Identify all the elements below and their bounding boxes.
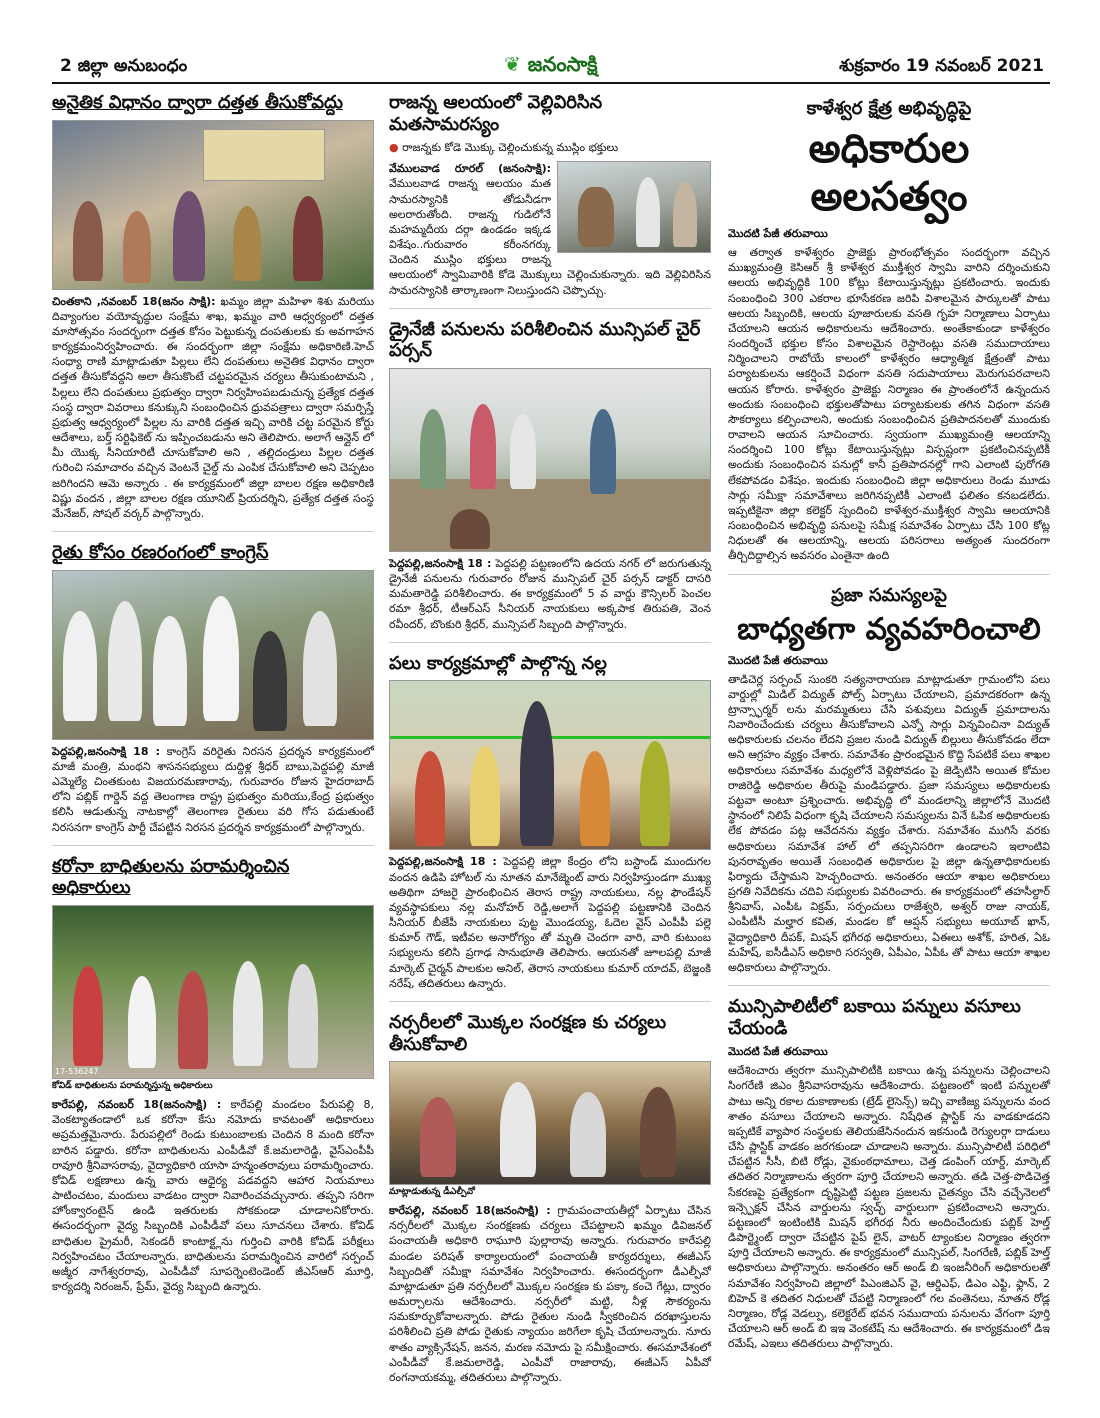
kicker: ప్రజా సమస్యలపై (831, 584, 947, 606)
dateline: పెద్దపల్లి,జనంసాక్షి 18 : (389, 855, 497, 869)
article-temple-harmony (389, 92, 711, 298)
headline: పలు కార్యక్రమాల్లో పాల్గొన్న నల్ల (389, 652, 607, 674)
photo-drainage-works (389, 368, 711, 552)
sub-headline: ● రాజన్నకు కోడె మొక్కు చెల్లించుకున్న ముస్లిం భక్తులు (389, 141, 619, 155)
column-2 (389, 92, 711, 1385)
jump-label: మొదటి పేజీ తరువాయి (728, 227, 828, 240)
article-body: ఆదేశించారు త్వరగా మున్సిపాలిటీకి బకాయి ఉన్న పన్నులను చెల్లించాలని సింగరేణి జిఎం శ్రీనివాసరావును ఆదేశించారు. పట్టణంలో ఇంటి పన్నులతో పాటు అన్ని రకాల దుకాణాలకు (ట్రేడ్ లైసెన్స్) ఇచ్చి వాణిజ్య పన్నులను వంద శాతం వసూలు చేయాలని అన్నారు. నిషేధిత ప్లాస్టిక్ ను వాడకూడదని ఇప్పటికే వ్యాపార సంస్థలకు తెలియజేసినందున ఇకనుండి రెగ్యులర్గా దాడులు చేసి ప్లాస్టిక్ వాడకం జరగకుండా చూడాలని అన్నారు. మున్సిపాలిటీ పరిధిలో చేపట్టిన సీసీ, బిటి రోడ్లు, వైకుంఠధామాలు, చెత్త డంపింగ్ యార్డ్, మార్కెట్ తదితర నిర్మాణాలను త్వరగా పూర్తి చేయాలని అన్నారు. తడి చెత్త-పొడిచెత్త సేకరణపై ప్రత్యేకంగా దృష్టిపెట్టి పట్టణ ప్రజలను చైతన్యం చేసి వచ్చేనెలలో ఇన్స్పెక్షన్ చేసిన వార్డులను స్వచ్ఛ్ వార్డులుగా ప్రకటించాలని అన్నారు. పట్టణంలో ఇంటింటికి మిషన్ భగీరథ నీరు అందించేందుకు పబ్లిక్ హెల్త్ డిపార్ట్మెంట్ ద్వారా చేపట్టిన పైప్ లైన్, వాటర్ ట్యాంకుల నిర్మాణం త్వరగా పూర్తి చేయాలని అన్నారు. ఈ కార్యక్రమంలో మున్సిపల్, సింగరేణి, పబ్లిక్ హెల్త్ అధికారులు పాల్గొన్నారు. అనంతరం ఆర్ అండ్ బి ఇంజనీరింగ్ అధికారులతో సమావేశం నిర్వహించి జిల్లాలో పిఎంజిఎస్ వై, ఆర్డిఎఫ్, డిఎం ఎఫ్టి, ఫ్లాన్, 2 బిహెచ్ కె తదితర నిధులతో చేపట్టి నిర్మాణంలో గల వంతెనలు, నూతన రోడ్ల నిర్మాణం, రోడ్ల వెడల్పు, కలెక్టరేట్ భవన సముదాయ పనులను వేగంగా పూర్తి చేయాలని ఆర్ అండ్ బి ఇఇ వెంకటేష్ ను ఆదేశించారు. ఈ కార్యక్రమంలో డిఇ రమేష్, ఎఇలు తదితరులు పాల్గొన్నారు. (728, 1064, 1050, 1351)
article-body: ఖమ్మం జిల్లా మహిళా శిశు మరియు దివ్యాంగుల వయోవృద్ధుల సంక్షేమ శాఖ, ఖమ్మం వారి ఆధ్వర్యంలో దత్తత మాసోత్సవం సందర్భంగా దత్తత కోసం పెట్టుకున్న దంపతులకు కు అవగాహన కార్యక్రమంనిర్వహించారు. ఈ సందర్భంగా జిల్లా సంక్షేమ అధికారిణి.హెచ్ సంధ్యా రాణి మాట్లాడుతూ పిల్లలు లేని దంపతులు అనైతిక విధానం ద్వారా దత్తత తీసుకోవద్దని అలా తీసుకొంటే చట్టపరమైన చర్యలు తీసుకుంటామని , పిల్లలు లేని దంపతులు ప్రభుత్వం ద్వారా నిర్వహింపబడుచున్న ప్రత్యేక దత్తత సంస్థ ద్వారా వివరాలు కనుక్కుని సంబంధించిన ధ్రువపత్రాలు ద్వారా సమర్పిస్తే ప్రభుత్వ ఆధ్వర్యంలో పిల్లల ను వారికి దత్తత ఇచ్చి వారికి చట్ట పరమైన కోర్టు ఆదేశాలు, బర్త్ సర్టిఫికెట్ ను ఇప్పించబడును అని తెలిపారు. అలాగే ఆన్లైన్ లో మీ యొక్క సీనియారిటీ చూసుకోవాలి అని , తల్లిదండ్రులు పిల్లల దత్తత గురించి సమాచారం వచ్చిన వెంటనే చైల్డ్ ను ఎంపిక చేసుకోవాలి అని చెప్పటం జరిగిందని ఆమె అన్నారు . ఈ కార్యక్రమంలో జిల్లా బాలల రక్షణ అధికారిణి విష్ణు వందన , జిల్లా బాలల రక్షణ యూనిట్ ప్రియదర్శిని, ప్రత్యేక దత్తత సంస్థ మేనేజర్, సోషల్ వర్కర్ పాల్గొన్నారు. (52, 294, 374, 520)
column-1 (52, 92, 374, 1294)
page-header (52, 48, 1050, 84)
photo-officials-visit (52, 905, 374, 1079)
photo-code: 17-536247 (55, 1066, 99, 1076)
dateline: కారేపల్లి, నవంబర్ 18(జనంసాక్షి) : (389, 1204, 551, 1218)
article-hotel-opening (389, 653, 711, 991)
dateline: పెద్దపల్లి,జనంసాక్షి 18 : (389, 556, 492, 570)
article-body: ఆ తర్వాత కాళేశ్వరం ప్రాజెక్టు ప్రారంభోత్సవం సందర్భంగా వచ్చిన ముఖ్యమంత్రి కెసిఆర్ శ్రీ కాళేశ్వర ముక్తీశ్వర స్వామి వారిని దర్శించుకుని ఆలయ అభివృద్ధికి 100 కోట్లు కేటాయిస్తున్నట్లు ప్రకటించారు. ఇందుకు సంబంధించి 300 ఎకరాల భూసేకరణ జరిపి విశాలమైన పార్కులతో పాటు ఆలయ సిబ్బందికి, ఆలయ పూజారులకు వసతి గృహ నిర్మాణాలు ఏర్పాటు చేయాలని ఆయన అధికారులను ఆదేశించారు. అంతేకాకుండా కాళేశ్వరం సందర్శించే భక్తుల కోసం విశాలమైన రెస్టారెంట్లు వసతి సముదాయాలు నిర్మించాలని రాబోయే కాలంలో కాళేశ్వరం ఆధ్యాత్మిక క్షేత్రంతో పాటు పర్యాటకులను ఆకర్షించే విధంగా వసతి సదుపాయాలు మెరుగుపరచాలని ఆయన కోరారు. కాళేశ్వరం ప్రాజెక్టు నిర్మాణం ఈ ప్రాంతంలోనే ఉన్నందున అందుకు సంబంధించి భక్తులతోపాటు పర్యాటకులకు తగిన విధంగా వసతి సౌకర్యాలు కల్పించాలని, అందుకు సంబంధించిన ప్రతిపాదనలతో ముందుకు రావాలని ఆయన సూచించారు. స్వయంగా ముఖ్యమంత్రి ఆలయాన్ని సందర్శించి 100 కోట్లు కేటాయిస్తున్నట్లు విస్పష్టంగా ప్రకటించినప్పటికీ అందుకు సంబంధించిన పనుల్లో కానీ ప్రతిపాదనల్లో గాని ఎలాంటి పురోగతి లేకపోవడం విశేషం. ఇందుకు సంబంధించి జిల్లా అధికారులు రెండు మూడు సార్లు సమీక్షా సమావేశాలు జరిగినప్పటికీ ఎలాంటి ఫలితం కనబడలేదు. ఇప్పటికైనా జిల్లా కలెక్టర్ స్పందించి కాళేశ్వర-ముక్తీశ్వర స్వామి ఆలయానికి సంబంధించిన అభివృద్ధి పనులపై సమీక్ష సమావేశం ఏర్పాటు చేసి 100 కోట్ల నిధులతో ఈ ఆలయాన్ని, ఆలయ పరిసరాలు అత్యంత సుందరంగా తీర్చిదిద్దాల్సిన అవసరం ఎంతైనా ఉంది (728, 246, 1050, 563)
article-drainage (389, 319, 711, 632)
headline: రైతు కోసం రణరంగంలో కాంగ్రెస్ (52, 542, 269, 564)
headline: రాజన్న ఆలయంలో వెల్లివిరిసిన మతసామరస్యం (389, 92, 603, 135)
bullet-icon: ● (389, 141, 399, 155)
article-municipal-taxes (728, 996, 1050, 1351)
dateline: వేములవాడ రూరల్ (జనంసాక్షి): (389, 162, 551, 176)
article-body: గ్రామపంచాయతీల్లో ఏర్పాటు చేసిన నర్సరీలలో మొక్కల సంరక్షణకు చర్యలు చేపట్టాలని ఖమ్మం డివిజనల్ పంచాయతీ అధికారి రాఘూరి పుల్లారావు అన్నారు. గురువారం కారేపల్లి మండల పరిషత్ కార్యాలయంలో పంచాయతీ కార్యదర్శులు, ఈజీఎస్ సిబ్బందితో సమీక్షా సమావేశం నిర్వహించారు. ఈసందర్భంగా డీఎల్పీవో మాట్లాడుతూ ప్రతి నర్సరీలలో మొక్కల సంరక్షణ కు పక్కా కంచె గేట్లు, ద్వారం అమర్చాలను ఆదేశించారు. నర్సరీలో మట్టి, నీళ్ల సౌకర్యంను సమకూర్చుకోవాలన్నారు. పోడు రైతుల నుండి స్వీకరించిన దరఖాస్తులను పరిశీలించి ప్రతి పోడు రైతుకు న్యాయం జరిగేలా కృషి చేయాలన్నారు. నూరు శాతం వ్యాక్సినేషన్, జనన, మరణ నమోదు పై సమీక్షించారు. ఈసమావేశంలో ఎంపీడీవో కే.జమలారెడ్డి, ఎంపీవో రాజారావు, ఈజీఎస్ ఏపీవో రంగనాయకమ్మ, తదితరులు పాల్గొన్నారు. (389, 1204, 711, 1384)
headline: నర్సరీలలో మొక్కల సంరక్షణ కు చర్యలు తీసుకోవాలి (389, 1011, 667, 1055)
divider (389, 308, 711, 309)
article-body: వేములవాడ రాజన్న ఆలయం మత సామరస్యానికి తోడునీడగా అలరారుతోంది. రాజన్న గుడిలోనే మహమ్మదీయ దర్గా ఉండడం ఇక్కడ విశేషం..గురువారం కరీంనగర్కు చెందిన ముస్లిం భక్తులు రాజన్న ఆలయంలో స్వామివారికి కోడె మొక్కులు చెల్లించుకున్నారు. ఇది వెల్లివిరిసిన సామరస్యానికి తార్కాణంగా నిలుస్తుందని చెప్పొచ్చు. (389, 177, 711, 297)
photo-caption: మాట్లాడుతున్న డీఎల్పీవో (389, 1187, 475, 1198)
photo-temple (557, 161, 711, 253)
article-body: పెద్దపల్లి జిల్లా కేంద్రం లోని బస్టాండ్ ముందుగల వందన ఉడిపి హోటల్ ను నూతన మానేజ్మెంట్ వారు నిర్వహిస్తుండగా ముఖ్య అతిథిగా హాజరై ప్రారంభించిన తెరాస రాష్ట్ర నాయకులు, నల్ల ఫౌండేషన్ వ్యవస్థాపకులు నల్ల మనోహర్ రెడ్డి,అలాగే పెద్దపల్లి పట్టణానికి చెందిన సీనియర్ బీజేపీ నాయకులు పుట్ట మొండయ్య, ఓదెల వైస్ ఎంపీపీ పల్లె కుమార్ గౌడ్, ఇటీవల అనారోగ్యం తో మృతి చెందగా వారి, వారి కుటుంబ సభ్యులను కలిసి ప్రగాఢ సానుభూతి తెలిపారు. ఆయనతో జూలపల్లి మాజీ మార్కెట్ చైర్మన్ పాలకుల అనిల్, తెరాస నాయకులు కుమార్ యాదవ్, బెజ్జంకి నరేష్, తదితరులు ఉన్నారు. (389, 855, 711, 990)
jump-label: మొదటి పేజీ తరువాయి (728, 653, 828, 667)
page-label: 2 జిల్లా అనుబంధం (60, 56, 188, 76)
divider (728, 574, 1050, 575)
headline: కరోనా బాధితులను పరామర్శించిన అధికారులు (52, 855, 290, 899)
photo-protest (52, 570, 374, 740)
photo-ribbon-cutting (389, 680, 711, 850)
issue-date: శుక్రవారం 19 నవంబర్ 2021 (839, 56, 1044, 76)
leaf-icon: ❦ (504, 52, 521, 76)
jump-label: మొదటి పేజీ తరువాయి (728, 1045, 828, 1059)
photo-awareness-meeting (52, 120, 374, 290)
kicker: కాళేశ్వర క్షేత్ర అభివృద్ధిపై (806, 98, 972, 119)
column-3 (728, 92, 1050, 1352)
divider (728, 985, 1050, 986)
article-adoption (52, 92, 374, 521)
photo-caption: కోవిడ్ బాధితులను పరామర్శిస్తున్న అధికారులు (52, 1080, 213, 1091)
logo-text: జనంసాక్షి (527, 52, 598, 76)
article-body: పెద్దపల్లి పట్టణంలోని ఉదయ నగర్ లో జరుగుతున్న డ్రైనేజీ పనులను గురువారం రోజున మున్సిపల్ చైర్ పర్సన్ డాక్టర్ దాసరి మమతారెడ్డి పరిశీలించారు. ఈ కార్యక్రమంలో 5 వ వార్డు కౌన్సిలర్ పెంచల రమా శ్రీధర్, టీఆర్ఎస్ సీనియర్ నాయకులు అక్కపాక తిరుపతి, వెంన రవీందర్, బొంకురి శ్రీధర్, మున్సిపల్ సిబ్బంది పాల్గొన్నారు. (389, 556, 711, 631)
article-public-issues (728, 585, 1050, 975)
article-congress-protest (52, 542, 374, 835)
article-body: కాంగ్రెస్ వరిరైతు నిరసన ప్రదర్శన కార్యక్రమంలో మాజీ మంత్రి, మంథని శాసనసభ్యులు దుద్దిళ్ల శ్రీధర్ బాబు,పెద్దపల్లి మాజీ ఎమ్మెల్యే చింతకుంట విజయరమణారావు, గురువారం రోజున హైదరాబాద్ లోని పబ్లిక్ గార్డెన్ వద్ద తెలంగాణ రాష్ట్ర ప్రభుత్వం మరియు,కేంద్ర ప్రభుత్వం కలిసి ఆడుతున్న నాటకాల్లో తెలంగాణ రైతులు వరి గోస పడుతుంటే నిరసనగా కాంగ్రెస్ పార్టీ చేపట్టిన నిరసన ప్రదర్శన కార్యక్రమంలో పాల్గొన్నారు. (52, 744, 374, 834)
dateline: కారేపల్లి, నవంబర్ 18(జనంసాక్షి) : (52, 1097, 222, 1111)
dateline: పెద్దపల్లి,జనంసాక్షి 18 : (52, 744, 160, 758)
dateline: చింతకాని ,నవంబర్ 18(జనం సాక్షి): (52, 294, 216, 308)
article-covid-visit (52, 856, 374, 1294)
article-kaleshwaram (728, 98, 1050, 564)
headline: అధికారుల అలసత్వం (808, 126, 970, 220)
headline: డ్రైనేజీ పనులను పరిశీలించిన మున్సిపల్ చైర్ పర్సన్ (389, 318, 701, 362)
headline: అనైతిక విధానం ద్వారా దత్తత తీసుకోవద్దు (52, 92, 343, 113)
divider (52, 845, 374, 846)
masthead-logo (504, 52, 598, 81)
divider (389, 1001, 711, 1002)
headline: మున్సిపాలిటీలో బకాయి పన్నులు వసూలు చేయండి (728, 996, 1021, 1039)
article-body: తాడిచెర్ల సర్పంచ్ సుంకరి సత్యనారాయణ మాట్లాడుతూ గ్రామంలోని పలు వార్డుల్లో మిడిల్ విద్యుత్ పోల్స్ ఏర్పాటు చేయాలని, ప్రమాదకరంగా ఉన్న ట్రాన్స్ఫార్మర్ లను మరమ్మతులు చేసి పశువులు విద్యుత్ ప్రమాదాలను నివారించేందుకు చర్యలు తీసుకోవాలని ఎన్నో సార్లు విన్నవించినా విద్యుత్ అధికారులకు చలనం లేదని ప్రజల నుండి విద్యుత్ బిల్లులు తీసుకోవడం లేదా అని ఆగ్రహం వ్యక్తం చేశారు. సమావేశం ప్రారంభమైన కొద్ది సేపటికే పలు శాఖల అధికారులు సమావేశం మధ్యలోనే వెళ్లిపోవడం పై జెడ్పిటిసి అయిత కోమల రాజిరెడ్డి అధికారుల తీరుపై మండిపడ్డారు. ప్రజా సమస్యలు అధికారులకు పట్టవా అంటూ ప్రశ్నించారు. అభివృద్ధి లో మండలాన్ని జిల్లాలోనే మొదటి స్థానంలో నిలిపే విధంగా కృషి చేయాలని సమస్యలను వినే ఓపిక అధికారులకు లేక పోవడం పట్ల ఆవేదనను వ్యక్తం చేశారు. సమావేశం ముగిసే వరకు అధికారులు సమావేశ హాల్ లో తప్పనిసరిగా ఉండాలని ఇలాంటివి పునరావృతం అయితే సంబంధిత అధికారుల పై జిల్లా ఉన్నతాధికారులకు ఫిర్యాదు చేస్తామని హెచ్చరించారు. అనంతరం ఆయా శాఖల అధికారులు ప్రగతి నివేదికను చదివి సభ్యులకు వివరించారు. ఈ కార్యక్రమంలో తహసీల్దార్ శ్రీనివాస్, ఎంపీఓ విక్రమ్, సర్పంచులు రాజేశ్వరి, అశ్వర్ రాజు నాయక్, ఎంపీటీసీ మల్హార కవిత, మండల కో ఆప్షన్ సభ్యులు అయూబ్ ఖాన్, వైద్యాధికారి దీపక్, మిషన్ భగీరథ అధికారులు, ఏఈలు అశోక్, హరిత, ఏఓ మహేష్, ఐసీడీఎస్ అధికారి సరస్వతి, ఏపీఎం, ఏపీఓ తో పాటు ఆయా శాఖల అధికారులు పాల్గొన్నారు. (728, 672, 1050, 974)
divider (52, 531, 374, 532)
divider (389, 642, 711, 643)
article-body: కారేపల్లి మండలం పేరుపల్లి 8, వెంకట్యాతండాలో ఒక కరోనా కేసు నమోదు కావటంతో అధికారులు అప్రమత్తమైనారు. పేరుపల్లిలో రెండు కుటుంబాలకు చెందిన 8 మంది కరోనా బారిన పడ్డారు. కరోనా బాధితులను ఎంపీడీవో కే.జమలారెడ్డి, వైస్ఎంపీపీ రావూరి శ్రీనివాసరావు, వైద్యాధికారి యాసా హన్మంతరావులు పరామర్శించారు. కోవిడ్ లక్షణాలు ఉన్న వారు ఆధైర్య పడవద్దని ఆహార నియమాలు పాటించటం, మందులు వాడటం ద్వారా నివారించవచ్చునారు. తప్పని సరిగా హోంక్వారంటైన్ ఉండి ఇతరులకు సోకకుండా చూడాలనికోరారు. ఈసందర్భంగా వైద్య సిబ్బందికి ఎంపీడీవో పలు సూచనలు చేశారు. కోవిడ్ బాధితుల ప్రైమరీ, సెకండరీ కాంటాక్ట్లను గుర్తించి వారికి కోవిడ్ పరీక్షలు నిర్వహించటం చేయాలన్నారు. బాధితులను పరామర్శించిన వారిలో సర్పంచ్ అజ్మీర నాగేశ్వరరావు, ఎంపీడీవో సూపర్నెంటెండెంట్ జీఎస్ఆర్ మూర్తి, కార్యదర్శి నిరంజన్, ప్రేమ్, వైద్య సిబ్బంది ఉన్నారు. (52, 1097, 374, 1294)
article-nurseries (389, 1012, 711, 1385)
headline: బాధ్యతగా వ్యవహరించాలి (737, 611, 1041, 647)
photo-review-meeting (389, 1061, 711, 1185)
